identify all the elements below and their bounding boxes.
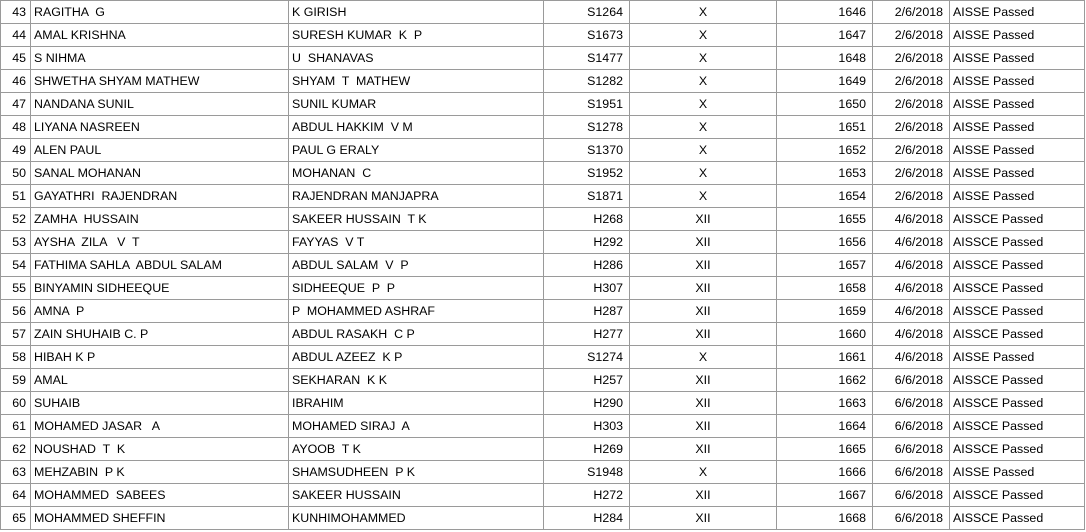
- roll-number-cell: H269: [544, 438, 630, 461]
- serial-number-cell: 63: [1, 461, 31, 484]
- serial-number-cell: 52: [1, 208, 31, 231]
- date-cell: 2/6/2018: [873, 1, 950, 24]
- admission-number-cell: 1659: [777, 300, 873, 323]
- date-cell: 6/6/2018: [873, 507, 950, 530]
- student-name-cell: SANAL MOHANAN: [31, 162, 289, 185]
- status-cell: AISSE Passed: [950, 116, 1085, 139]
- student-name-cell: ZAMHA HUSSAIN: [31, 208, 289, 231]
- serial-number-cell: 62: [1, 438, 31, 461]
- parent-name-cell: SURESH KUMAR K P: [289, 24, 544, 47]
- student-name-cell: SUHAIB: [31, 392, 289, 415]
- serial-number-cell: 53: [1, 231, 31, 254]
- student-name-cell: AMNA P: [31, 300, 289, 323]
- date-cell: 6/6/2018: [873, 438, 950, 461]
- table-body: [1, 1, 1085, 530]
- admission-number-cell: 1652: [777, 139, 873, 162]
- status-cell: AISSCE Passed: [950, 484, 1085, 507]
- table-row: [1, 415, 1085, 438]
- admission-number-cell: 1665: [777, 438, 873, 461]
- table-row: [1, 162, 1085, 185]
- student-name-cell: NANDANA SUNIL: [31, 93, 289, 116]
- class-cell: X: [630, 116, 777, 139]
- roll-number-cell: S1948: [544, 461, 630, 484]
- student-name-cell: HIBAH K P: [31, 346, 289, 369]
- roll-number-cell: S1871: [544, 185, 630, 208]
- serial-number-cell: 49: [1, 139, 31, 162]
- class-cell: X: [630, 139, 777, 162]
- class-cell: XII: [630, 415, 777, 438]
- student-name-cell: RAGITHA G: [31, 1, 289, 24]
- table-row: [1, 277, 1085, 300]
- admission-number-cell: 1650: [777, 93, 873, 116]
- class-cell: X: [630, 70, 777, 93]
- status-cell: AISSE Passed: [950, 185, 1085, 208]
- student-name-cell: LIYANA NASREEN: [31, 116, 289, 139]
- class-cell: XII: [630, 254, 777, 277]
- parent-name-cell: MOHAMED SIRAJ A: [289, 415, 544, 438]
- student-name-cell: AMAL: [31, 369, 289, 392]
- student-name-cell: AMAL KRISHNA: [31, 24, 289, 47]
- student-name-cell: FATHIMA SAHLA ABDUL SALAM: [31, 254, 289, 277]
- serial-number-cell: 51: [1, 185, 31, 208]
- student-name-cell: SHWETHA SHYAM MATHEW: [31, 70, 289, 93]
- admission-number-cell: 1646: [777, 1, 873, 24]
- class-cell: X: [630, 1, 777, 24]
- class-cell: X: [630, 162, 777, 185]
- student-name-cell: AYSHA ZILA V T: [31, 231, 289, 254]
- status-cell: AISSCE Passed: [950, 323, 1085, 346]
- admission-number-cell: 1657: [777, 254, 873, 277]
- parent-name-cell: SIDHEEQUE P P: [289, 277, 544, 300]
- date-cell: 2/6/2018: [873, 93, 950, 116]
- table-row: [1, 369, 1085, 392]
- status-cell: AISSCE Passed: [950, 300, 1085, 323]
- parent-name-cell: SHYAM T MATHEW: [289, 70, 544, 93]
- student-name-cell: NOUSHAD T K: [31, 438, 289, 461]
- class-cell: XII: [630, 277, 777, 300]
- date-cell: 2/6/2018: [873, 185, 950, 208]
- admission-number-cell: 1655: [777, 208, 873, 231]
- student-name-cell: MOHAMMED SHEFFIN: [31, 507, 289, 530]
- class-cell: XII: [630, 484, 777, 507]
- student-name-cell: GAYATHRI RAJENDRAN: [31, 185, 289, 208]
- student-name-cell: S NIHMA: [31, 47, 289, 70]
- table-row: [1, 254, 1085, 277]
- admission-number-cell: 1649: [777, 70, 873, 93]
- status-cell: AISSE Passed: [950, 1, 1085, 24]
- parent-name-cell: SEKHARAN K K: [289, 369, 544, 392]
- class-cell: XII: [630, 208, 777, 231]
- admission-number-cell: 1662: [777, 369, 873, 392]
- table-row: [1, 438, 1085, 461]
- date-cell: 4/6/2018: [873, 208, 950, 231]
- student-name-cell: ZAIN SHUHAIB C. P: [31, 323, 289, 346]
- status-cell: AISSCE Passed: [950, 277, 1085, 300]
- table-row: [1, 93, 1085, 116]
- serial-number-cell: 47: [1, 93, 31, 116]
- status-cell: AISSCE Passed: [950, 438, 1085, 461]
- roll-number-cell: S1951: [544, 93, 630, 116]
- date-cell: 4/6/2018: [873, 254, 950, 277]
- roll-number-cell: H290: [544, 392, 630, 415]
- class-cell: X: [630, 461, 777, 484]
- serial-number-cell: 58: [1, 346, 31, 369]
- admission-number-cell: 1668: [777, 507, 873, 530]
- date-cell: 4/6/2018: [873, 277, 950, 300]
- serial-number-cell: 64: [1, 484, 31, 507]
- table-row: [1, 185, 1085, 208]
- status-cell: AISSE Passed: [950, 139, 1085, 162]
- roll-number-cell: H292: [544, 231, 630, 254]
- serial-number-cell: 65: [1, 507, 31, 530]
- status-cell: AISSE Passed: [950, 461, 1085, 484]
- class-cell: X: [630, 346, 777, 369]
- table-row: [1, 300, 1085, 323]
- serial-number-cell: 57: [1, 323, 31, 346]
- table-row: [1, 208, 1085, 231]
- table-row: [1, 24, 1085, 47]
- date-cell: 2/6/2018: [873, 24, 950, 47]
- serial-number-cell: 54: [1, 254, 31, 277]
- serial-number-cell: 43: [1, 1, 31, 24]
- admission-number-cell: 1648: [777, 47, 873, 70]
- serial-number-cell: 45: [1, 47, 31, 70]
- parent-name-cell: IBRAHIM: [289, 392, 544, 415]
- admission-number-cell: 1654: [777, 185, 873, 208]
- parent-name-cell: SAKEER HUSSAIN: [289, 484, 544, 507]
- roll-number-cell: H284: [544, 507, 630, 530]
- status-cell: AISSCE Passed: [950, 208, 1085, 231]
- parent-name-cell: RAJENDRAN MANJAPRA: [289, 185, 544, 208]
- serial-number-cell: 56: [1, 300, 31, 323]
- student-name-cell: MOHAMMED SABEES: [31, 484, 289, 507]
- date-cell: 2/6/2018: [873, 47, 950, 70]
- serial-number-cell: 48: [1, 116, 31, 139]
- roll-number-cell: H303: [544, 415, 630, 438]
- roll-number-cell: S1952: [544, 162, 630, 185]
- table-row: [1, 507, 1085, 530]
- status-cell: AISSCE Passed: [950, 254, 1085, 277]
- date-cell: 4/6/2018: [873, 346, 950, 369]
- table-row: [1, 47, 1085, 70]
- table-row: [1, 392, 1085, 415]
- admission-number-cell: 1660: [777, 323, 873, 346]
- status-cell: AISSE Passed: [950, 346, 1085, 369]
- student-name-cell: MEHZABIN P K: [31, 461, 289, 484]
- serial-number-cell: 44: [1, 24, 31, 47]
- status-cell: AISSE Passed: [950, 93, 1085, 116]
- parent-name-cell: SHAMSUDHEEN P K: [289, 461, 544, 484]
- admission-number-cell: 1651: [777, 116, 873, 139]
- parent-name-cell: P MOHAMMED ASHRAF: [289, 300, 544, 323]
- status-cell: AISSCE Passed: [950, 507, 1085, 530]
- status-cell: AISSCE Passed: [950, 231, 1085, 254]
- admission-number-cell: 1653: [777, 162, 873, 185]
- student-name-cell: ALEN PAUL: [31, 139, 289, 162]
- admission-number-cell: 1661: [777, 346, 873, 369]
- parent-name-cell: ABDUL RASAKH C P: [289, 323, 544, 346]
- status-cell: AISSCE Passed: [950, 415, 1085, 438]
- parent-name-cell: K GIRISH: [289, 1, 544, 24]
- admission-number-cell: 1647: [777, 24, 873, 47]
- parent-name-cell: U SHANAVAS: [289, 47, 544, 70]
- admission-number-cell: 1658: [777, 277, 873, 300]
- parent-name-cell: FAYYAS V T: [289, 231, 544, 254]
- status-cell: AISSE Passed: [950, 24, 1085, 47]
- roll-number-cell: H277: [544, 323, 630, 346]
- date-cell: 4/6/2018: [873, 323, 950, 346]
- parent-name-cell: KUNHIMOHAMMED: [289, 507, 544, 530]
- parent-name-cell: PAUL G ERALY: [289, 139, 544, 162]
- roll-number-cell: H272: [544, 484, 630, 507]
- roll-number-cell: S1278: [544, 116, 630, 139]
- date-cell: 6/6/2018: [873, 484, 950, 507]
- date-cell: 6/6/2018: [873, 415, 950, 438]
- student-name-cell: MOHAMED JASAR A: [31, 415, 289, 438]
- parent-name-cell: ABDUL SALAM V P: [289, 254, 544, 277]
- serial-number-cell: 50: [1, 162, 31, 185]
- parent-name-cell: SAKEER HUSSAIN T K: [289, 208, 544, 231]
- admission-number-cell: 1664: [777, 415, 873, 438]
- class-cell: X: [630, 185, 777, 208]
- table-row: [1, 139, 1085, 162]
- student-name-cell: BINYAMIN SIDHEEQUE: [31, 277, 289, 300]
- date-cell: 6/6/2018: [873, 392, 950, 415]
- parent-name-cell: ABDUL HAKKIM V M: [289, 116, 544, 139]
- admission-number-cell: 1656: [777, 231, 873, 254]
- serial-number-cell: 61: [1, 415, 31, 438]
- serial-number-cell: 60: [1, 392, 31, 415]
- admission-number-cell: 1666: [777, 461, 873, 484]
- class-cell: XII: [630, 507, 777, 530]
- serial-number-cell: 55: [1, 277, 31, 300]
- table-row: [1, 116, 1085, 139]
- table-row: [1, 346, 1085, 369]
- roll-number-cell: S1264: [544, 1, 630, 24]
- serial-number-cell: 46: [1, 70, 31, 93]
- class-cell: X: [630, 24, 777, 47]
- status-cell: AISSCE Passed: [950, 369, 1085, 392]
- class-cell: XII: [630, 323, 777, 346]
- date-cell: 2/6/2018: [873, 70, 950, 93]
- roll-number-cell: H268: [544, 208, 630, 231]
- parent-name-cell: SUNIL KUMAR: [289, 93, 544, 116]
- roll-number-cell: H287: [544, 300, 630, 323]
- class-cell: XII: [630, 369, 777, 392]
- table-row: [1, 323, 1085, 346]
- date-cell: 6/6/2018: [873, 369, 950, 392]
- class-cell: XII: [630, 392, 777, 415]
- admission-number-cell: 1667: [777, 484, 873, 507]
- date-cell: 4/6/2018: [873, 300, 950, 323]
- roll-number-cell: S1673: [544, 24, 630, 47]
- table-row: [1, 484, 1085, 507]
- status-cell: AISSE Passed: [950, 70, 1085, 93]
- admission-number-cell: 1663: [777, 392, 873, 415]
- class-cell: XII: [630, 300, 777, 323]
- class-cell: XII: [630, 438, 777, 461]
- roll-number-cell: S1477: [544, 47, 630, 70]
- class-cell: XII: [630, 231, 777, 254]
- parent-name-cell: AYOOB T K: [289, 438, 544, 461]
- date-cell: 6/6/2018: [873, 461, 950, 484]
- status-cell: AISSE Passed: [950, 162, 1085, 185]
- status-cell: AISSE Passed: [950, 47, 1085, 70]
- roll-number-cell: S1274: [544, 346, 630, 369]
- date-cell: 2/6/2018: [873, 139, 950, 162]
- roll-number-cell: S1370: [544, 139, 630, 162]
- parent-name-cell: MOHANAN C: [289, 162, 544, 185]
- date-cell: 2/6/2018: [873, 162, 950, 185]
- parent-name-cell: ABDUL AZEEZ K P: [289, 346, 544, 369]
- table-row: [1, 461, 1085, 484]
- table-row: [1, 231, 1085, 254]
- class-cell: X: [630, 93, 777, 116]
- roll-number-cell: S1282: [544, 70, 630, 93]
- table-row: [1, 1, 1085, 24]
- table-row: [1, 70, 1085, 93]
- serial-number-cell: 59: [1, 369, 31, 392]
- roll-number-cell: H257: [544, 369, 630, 392]
- roll-number-cell: H307: [544, 277, 630, 300]
- status-cell: AISSCE Passed: [950, 392, 1085, 415]
- date-cell: 2/6/2018: [873, 116, 950, 139]
- roll-number-cell: H286: [544, 254, 630, 277]
- date-cell: 4/6/2018: [873, 231, 950, 254]
- class-cell: X: [630, 47, 777, 70]
